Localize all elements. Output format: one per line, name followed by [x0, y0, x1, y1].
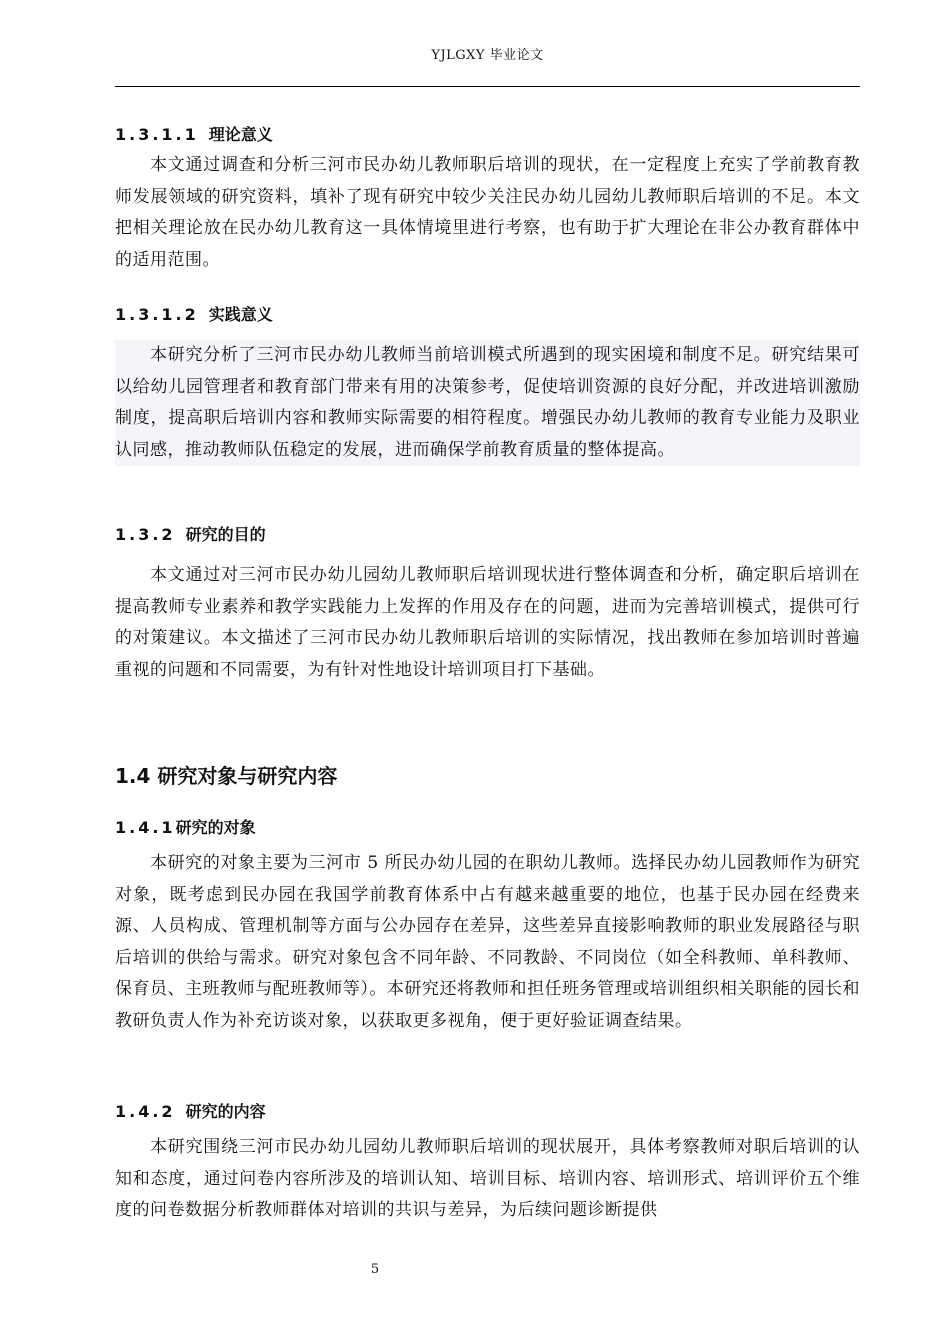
section-number: 1.4.1	[115, 818, 176, 837]
section-title: 研究的目的	[185, 525, 266, 544]
section-heading-1-4-1	[115, 815, 256, 838]
running-header: YJLGXY 毕业论文	[431, 48, 544, 63]
section-number: 1.3.1.2	[115, 305, 199, 324]
section-title: 研究的内容	[185, 1102, 266, 1121]
paragraph-practical-significance: 本研究分析了三河市民办幼儿教师当前培训模式所遇到的现实困境和制度不足。研究结果可以给幼儿园管理者和教育部门带来有用的决策参考，促使培训资源的良好分配，并改进培训激励制度，提高职后培训内容和教师实际需要的相符程度。增强民办幼儿教师的教育专业能力及职业认同感，推动教师队伍稳定的发展，进而确保学前教育质量的整体提高。	[115, 340, 860, 466]
section-number: 1.4	[115, 764, 151, 788]
section-title: 实践意义	[208, 305, 273, 324]
section-heading-1-3-1-2	[115, 302, 273, 325]
section-title: 理论意义	[208, 125, 273, 144]
section-number: 1.4.2	[115, 1102, 176, 1121]
section-title: 研究对象与研究内容	[157, 764, 338, 788]
section-heading-1-3-2	[115, 522, 266, 545]
page-number: 5	[370, 1262, 380, 1277]
paragraph-theoretical-significance: 本文通过调查和分析三河市民办幼儿教师职后培训的现状，在一定程度上充实了学前教育教师发展领域的研究资料，填补了现有研究中较少关注民办幼儿园幼儿教师职后培训的不足。本文把相关理论放在民办幼儿教育这一具体情境里进行考察，也有助于扩大理论在非公办教育群体中的适用范围。	[115, 155, 860, 270]
paragraph-research-content: 本研究围绕三河市民办幼儿园幼儿教师职后培训的现状展开，具体考察教师对职后培训的认知和态度，通过问卷内容所涉及的培训认知、培训目标、培训内容、培训形式、培训评价五个维度的问卷数据分析教师群体对培训的共识与差异，为后续问题诊断提供	[115, 1137, 860, 1220]
section-number: 1.3.2	[115, 525, 176, 544]
section-heading-1-4	[115, 760, 337, 789]
section-heading-1-3-1-1	[115, 122, 273, 145]
section-number: 1.3.1.1	[115, 125, 199, 144]
paragraph-research-purpose: 本文通过对三河市民办幼儿园幼儿教师职后培训现状进行整体调查和分析，确定职后培训在提高教师专业素养和教学实践能力上发挥的作用及存在的问题，进而为完善培训模式，提供可行的对策建议。本文描述了三河市民办幼儿教师职后培训的实际情况，找出教师在参加培训时普遍重视的问题和不同需要，为有针对性地设计培训项目打下基础。	[115, 565, 860, 680]
section-heading-1-4-2	[115, 1099, 266, 1122]
section-title: 研究的对象	[175, 818, 256, 837]
header-divider	[115, 86, 860, 87]
paragraph-research-object: 本研究的对象主要为三河市 5 所民办幼儿园的在职幼儿教师。选择民办幼儿园教师作为研究对象，既考虑到民办园在我国学前教育体系中占有越来越重要的地位，也基于民办园在经费来源、人员构成、管理机制等方面与公办园存在差异，这些差异直接影响教师的职业发展路径与职后培训的供给与需求。研究对象包含不同年龄、不同教龄、不同岗位（如全科教师、单科教师、保育员、主班教师与配班教师等）。本研究还将教师和担任班务管理或培训组织相关职能的园长和教研负责人作为补充访谈对象，以获取更多视角，便于更好验证调查结果。	[115, 853, 860, 1031]
